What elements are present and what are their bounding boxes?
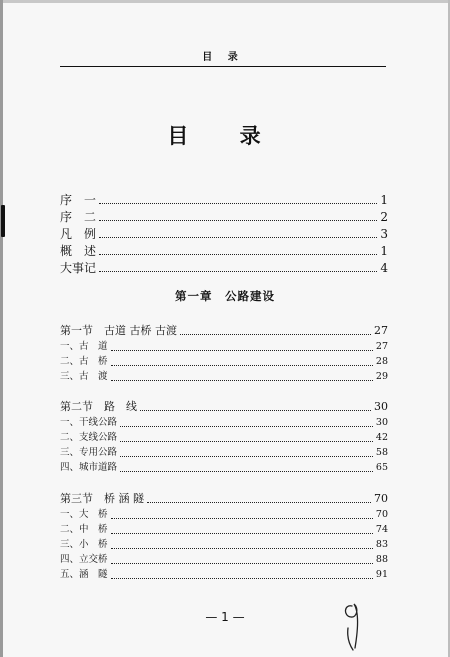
running-header: 目 录	[202, 52, 244, 63]
toc-subentry-label: 二、古 桥	[60, 356, 108, 367]
toc-subentry-label: 二、支线公路	[60, 432, 118, 443]
leader-dots	[111, 562, 373, 564]
toc-entry-page: 1	[380, 244, 388, 258]
toc-subentry[interactable]	[60, 538, 388, 552]
toc-entry-page: 1	[380, 193, 388, 207]
toc-entry-page: 4	[380, 261, 388, 275]
leader-dots	[120, 440, 373, 442]
toc-subentry-label: 三、古 渡	[60, 371, 108, 382]
toc-subentry-page: 88	[375, 554, 388, 565]
leader-dots	[99, 270, 377, 272]
toc-subentry-page: 27	[375, 341, 388, 352]
toc-subentry-page: 65	[375, 462, 388, 473]
toc-section[interactable]	[60, 324, 388, 338]
toc-entry-label: 序 一	[60, 193, 97, 207]
toc-subentry-page: 30	[375, 417, 388, 428]
page-edge-left	[0, 0, 3, 657]
toc-entry-front[interactable]	[60, 244, 388, 258]
chapter-heading: 第一章 公路建设	[175, 289, 275, 303]
toc-entry-front[interactable]	[60, 193, 388, 207]
toc-subentry[interactable]	[60, 416, 388, 430]
toc-section-label: 第三节 桥 涵 隧	[60, 492, 144, 505]
leader-dots	[111, 517, 373, 519]
toc-subentry[interactable]	[60, 370, 388, 384]
leader-dots	[111, 577, 373, 579]
toc-subentry[interactable]	[60, 461, 388, 475]
toc-subentry-label: 四、城市道路	[60, 462, 118, 473]
toc-subentry-label: 二、中 桥	[60, 524, 108, 535]
header-rule	[60, 66, 386, 67]
leader-dots	[99, 202, 377, 204]
leader-dots	[99, 236, 377, 238]
toc-subentry[interactable]	[60, 553, 388, 567]
toc-subentry-page: 29	[375, 371, 388, 382]
toc-subentry[interactable]	[60, 523, 388, 537]
leader-dots	[120, 425, 373, 427]
toc-subentry-page: 74	[375, 524, 388, 535]
toc-entry-label: 序 二	[60, 210, 97, 224]
handwritten-mark	[338, 598, 368, 653]
toc-entry-label: 概 述	[60, 244, 97, 258]
leader-dots	[111, 532, 373, 534]
leader-dots	[111, 379, 373, 381]
toc-subentry[interactable]	[60, 340, 388, 354]
toc-subentry[interactable]	[60, 568, 388, 582]
toc-subentry-page: 28	[375, 356, 388, 367]
toc-section-label: 第二节 路 线	[60, 400, 137, 413]
leader-dots	[111, 349, 373, 351]
toc-subentry-label: 三、小 桥	[60, 539, 108, 550]
toc-section-page: 30	[374, 400, 388, 413]
toc-subentry-label: 一、古 道	[60, 341, 108, 352]
toc-entry-front[interactable]	[60, 210, 388, 224]
toc-subentry-page: 42	[375, 432, 388, 443]
toc-subentry-label: 一、大 桥	[60, 509, 108, 520]
toc-subentry-page: 91	[375, 569, 388, 580]
leader-dots	[120, 470, 373, 472]
toc-section[interactable]	[60, 400, 388, 414]
leader-dots	[111, 547, 373, 549]
leader-dots	[99, 219, 377, 221]
toc-subentry-label: 一、干线公路	[60, 417, 118, 428]
toc-entry-page: 3	[380, 227, 388, 241]
page-top-edge	[0, 0, 450, 3]
toc-subentry-label: 四、立交桥	[60, 554, 108, 565]
leader-dots	[180, 333, 371, 335]
toc-subentry[interactable]	[60, 508, 388, 522]
toc-subentry[interactable]	[60, 355, 388, 369]
page-title: 目 录	[167, 124, 283, 148]
toc-entry-label: 凡 例	[60, 227, 97, 241]
toc-subentry[interactable]	[60, 431, 388, 445]
toc-subentry-label: 三、专用公路	[60, 447, 118, 458]
toc-subentry-label: 五、涵 隧	[60, 569, 108, 580]
leader-dots	[147, 501, 371, 503]
leader-dots	[111, 364, 373, 366]
page-number: — 1 —	[205, 610, 245, 624]
leader-dots	[99, 253, 377, 255]
toc-section-label: 第一节 古道 古桥 古渡	[60, 324, 177, 337]
toc-subentry-page: 58	[375, 447, 388, 458]
toc-section-page: 70	[374, 492, 388, 505]
leader-dots	[140, 409, 371, 411]
toc-entry-front[interactable]	[60, 227, 388, 241]
toc-section[interactable]	[60, 492, 388, 506]
leader-dots	[120, 455, 373, 457]
toc-entry-front[interactable]	[60, 261, 388, 275]
toc-entry-page: 2	[380, 210, 388, 224]
toc-subentry[interactable]	[60, 446, 388, 460]
toc-subentry-page: 83	[375, 539, 388, 550]
toc-section-page: 27	[374, 324, 388, 337]
toc-entry-label: 大事记	[60, 261, 97, 275]
scan-binding-mark	[1, 205, 5, 237]
toc-subentry-page: 70	[375, 509, 388, 520]
